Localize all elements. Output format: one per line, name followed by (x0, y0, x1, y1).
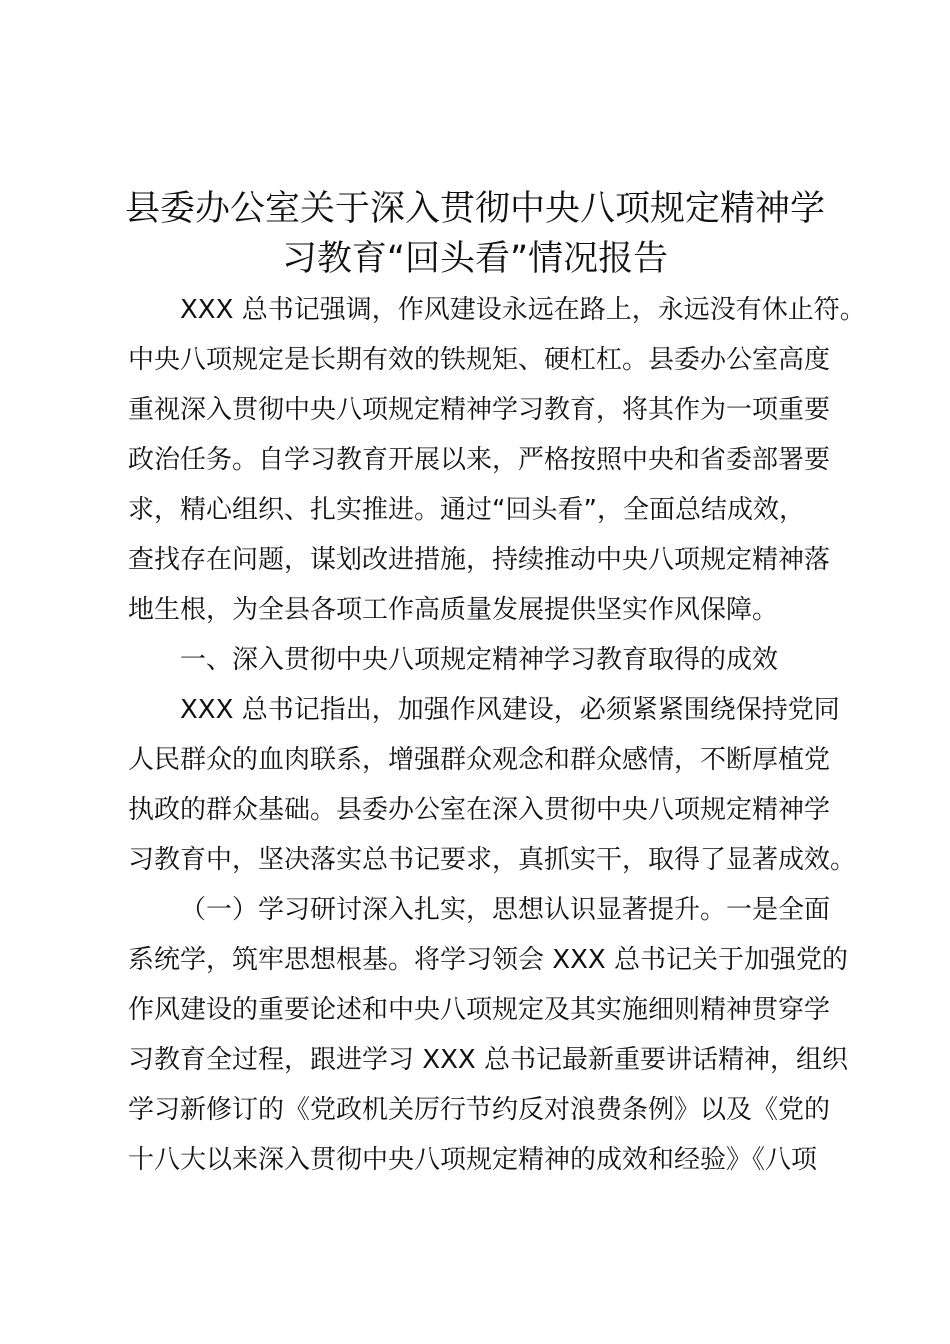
document-body (128, 285, 866, 1185)
title-line-1: 县委办公室关于深入贯彻中央八项规定精神学 (124, 189, 825, 229)
paragraph-subsection1-line-6: 十八大以来深入贯彻中央八项规定精神的成效和经验》《八项 (128, 1145, 818, 1175)
paragraph-intro-line-6: 查找存在问题，谋划改进措施，持续推动中央八项规定精神落 (128, 545, 831, 575)
paragraph-intro-line-1: XXX 总书记强调，作风建设永远在路上，永远没有休止符。 (180, 295, 866, 325)
document-title (100, 184, 850, 284)
paragraph-section1-line-2: 人民群众的血肉联系，增强群众观念和群众感情，不断厚植党 (128, 745, 831, 775)
paragraph-subsection1-line-5: 学习新修订的《党政机关厉行节约反对浪费条例》以及《党的 (128, 1095, 831, 1125)
paragraph-subsection1-line-3: 作风建设的重要论述和中央八项规定及其实施细则精神贯穿学 (128, 995, 831, 1025)
paragraph-section1-line-1: XXX 总书记指出，加强作风建设，必须紧紧围绕保持党同 (180, 695, 840, 725)
paragraph-intro-line-7: 地生根，为全县各项工作高质量发展提供坚实作风保障。 (128, 595, 779, 625)
paragraph-subsection1-line-2: 系统学，筑牢思想根基。将学习领会 XXX 总书记关于加强党的 (128, 945, 848, 975)
paragraph-section1-line-4: 习教育中，坚决落实总书记要求，真抓实干，取得了显著成效。 (128, 845, 857, 875)
paragraph-subsection1-line-1: （一）学习研讨深入扎实，思想认识显著提升。一是全面 (180, 895, 831, 925)
paragraph-intro-line-2: 中央八项规定是长期有效的铁规矩、硬杠杠。县委办公室高度 (128, 345, 831, 375)
paragraph-intro-line-3: 重视深入贯彻中央八项规定精神学习教育，将其作为一项重要 (128, 395, 831, 425)
paragraph-intro-line-4: 政治任务。自学习教育开展以来，严格按照中央和省委部署要 (128, 445, 831, 475)
paragraph-section1-line-3: 执政的群众基础。县委办公室在深入贯彻中央八项规定精神学 (128, 795, 831, 825)
paragraph-intro-line-5: 求，精心组织、扎实推进。通过“回头看”，全面总结成效， (128, 495, 805, 525)
paragraph-subsection1-line-4: 习教育全过程，跟进学习 XXX 总书记最新重要讲话精神，组织 (128, 1045, 848, 1075)
section-heading-1: 一、深入贯彻中央八项规定精神学习教育取得的成效 (180, 645, 779, 675)
title-line-2: 习教育“回头看”情况报告 (281, 239, 669, 279)
